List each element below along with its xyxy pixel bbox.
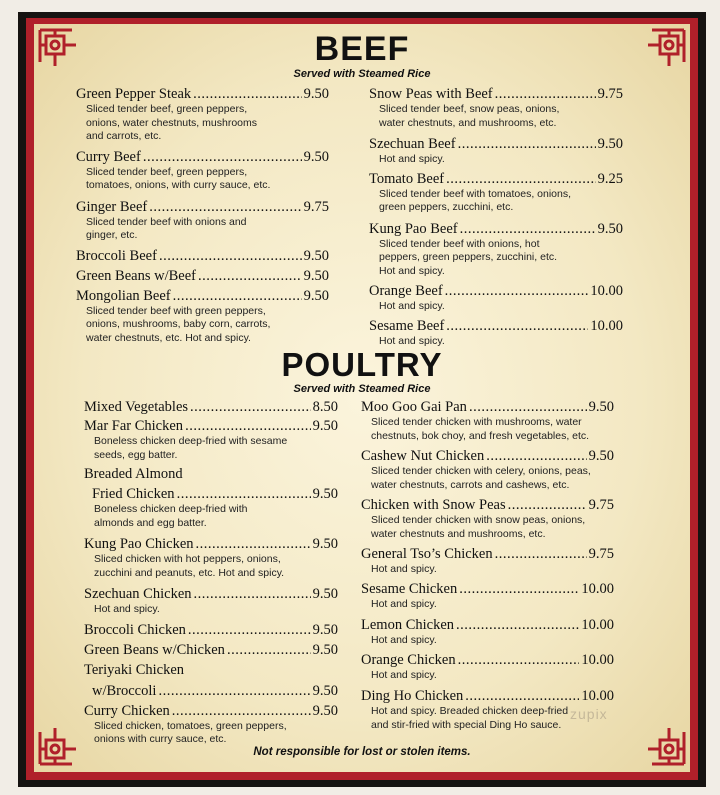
dot-leader xyxy=(177,485,311,503)
menu-item xyxy=(369,135,623,167)
item-description: Hot and spicy. xyxy=(379,300,445,312)
item-name: Broccoli Beef xyxy=(76,247,157,264)
item-price: 8.50 xyxy=(312,399,338,415)
menu-item xyxy=(76,287,329,346)
dot-leader xyxy=(159,247,302,265)
corner-knot-ornament-icon xyxy=(632,712,688,768)
item-description: Sliced tender beef with tomatoes, onions, green peppers, zucchini, etc. xyxy=(379,187,572,213)
menu-item xyxy=(361,496,614,541)
menu-item xyxy=(84,465,338,530)
dot-leader xyxy=(172,702,311,720)
item-name-line xyxy=(361,398,614,416)
item-name-line xyxy=(84,702,338,720)
item-name-line xyxy=(84,621,338,639)
dot-leader xyxy=(446,317,588,335)
watermark-text: zupix xyxy=(570,706,608,722)
dot-leader xyxy=(193,85,301,103)
item-name: Ding Ho Chicken xyxy=(361,688,464,704)
item-name-line xyxy=(84,417,338,435)
dot-leader xyxy=(458,135,596,153)
item-description: Sliced tender beef, green peppers, onions, water chestnuts, mushrooms and carrots, etc. xyxy=(86,103,257,142)
menu-item xyxy=(369,170,623,215)
item-name-first-line: Teriyaki Chicken xyxy=(84,661,185,678)
item-name-line xyxy=(369,135,623,153)
item-price: 9.50 xyxy=(303,86,329,102)
item-description: Sliced tender beef, snow peas, onions, water chestnuts, and mushrooms, etc. xyxy=(379,103,560,129)
beef-right-column xyxy=(369,85,623,348)
item-name-line xyxy=(361,687,614,705)
item-price: 9.50 xyxy=(312,702,338,719)
item-price: 10.00 xyxy=(581,688,614,704)
dot-leader xyxy=(158,682,310,700)
item-description: Hot and spicy. xyxy=(371,597,437,610)
beef-subtitle: Served with Steamed Rice xyxy=(293,68,431,80)
dot-leader xyxy=(495,85,596,103)
item-name-line xyxy=(84,585,338,603)
item-name: Orange Beef xyxy=(369,283,443,299)
item-description: Hot and spicy. xyxy=(371,563,437,575)
item-name: Tomato Beef xyxy=(369,170,445,187)
item-name-line xyxy=(76,85,329,103)
item-description: Hot and spicy. Breaded chicken deep-fried and stir-fried with special Ding Ho sauce. xyxy=(371,705,569,731)
item-price: 10.00 xyxy=(590,317,623,334)
item-name-line xyxy=(76,148,329,166)
item-name: Moo Goo Gai Pan xyxy=(361,399,467,415)
item-price: 9.50 xyxy=(312,682,338,699)
menu-item xyxy=(84,535,338,580)
item-description: Hot and spicy. xyxy=(371,634,437,646)
poultry-subtitle: Served with Steamed Rice xyxy=(293,383,431,395)
item-description: Hot and spicy. xyxy=(379,153,445,165)
item-description: Boneless chicken deep-fried with sesame seeds, egg batter. xyxy=(94,435,288,461)
item-price: 9.75 xyxy=(588,497,614,513)
menu-item xyxy=(361,545,614,577)
item-name: Curry Beef xyxy=(76,148,141,165)
menu-item xyxy=(369,220,623,279)
beef-left-column xyxy=(76,85,329,345)
item-price: 9.50 xyxy=(588,399,614,415)
item-name-line xyxy=(84,485,338,503)
item-name: Kung Pao Beef xyxy=(369,220,458,237)
item-price: 9.50 xyxy=(597,136,623,152)
item-name-line xyxy=(369,85,623,103)
dot-leader xyxy=(149,198,301,216)
item-price: 10.00 xyxy=(581,651,614,668)
dot-leader xyxy=(469,398,587,416)
dot-leader xyxy=(196,535,311,553)
menu-item xyxy=(84,398,338,416)
item-name: w/Broccoli xyxy=(92,682,157,699)
item-name-line xyxy=(84,641,338,659)
item-name-line xyxy=(369,282,623,300)
item-name-line xyxy=(361,496,614,514)
dot-leader xyxy=(198,267,302,285)
menu-item xyxy=(361,616,614,648)
menu-item xyxy=(84,661,338,700)
item-name: Fried Chicken xyxy=(92,486,175,502)
dot-leader xyxy=(465,687,579,705)
item-name: Broccoli Chicken xyxy=(84,621,186,638)
beef-section-title: BEEF xyxy=(314,30,410,68)
item-name: General Tso’s Chicken xyxy=(361,546,493,562)
item-name: Sesame Chicken xyxy=(361,580,458,597)
item-description: Sliced tender chicken with snow peas, onions, water chestnuts and mushrooms, etc. xyxy=(371,514,586,540)
dot-leader xyxy=(495,545,587,563)
item-description: Sliced chicken, tomatoes, green peppers, onions with curry sauce, etc. xyxy=(94,719,287,745)
item-price: 9.50 xyxy=(312,586,338,602)
menu-item xyxy=(361,651,614,683)
item-price: 9.50 xyxy=(312,536,338,552)
item-name-line xyxy=(76,198,329,216)
dot-leader xyxy=(508,496,587,514)
item-price: 9.50 xyxy=(303,148,329,165)
dot-leader xyxy=(460,220,596,238)
item-name-line xyxy=(84,535,338,553)
item-name-line xyxy=(361,447,614,465)
footer-disclaimer: Not responsible for lost or stolen items. xyxy=(253,746,471,758)
dot-leader xyxy=(188,621,311,639)
item-price: 10.00 xyxy=(581,617,614,633)
item-description: Sliced tender chicken with celery, onions, peas, water chestnuts, carrots and cashews, etc. xyxy=(371,465,591,491)
item-name-line xyxy=(76,247,329,265)
item-price: 10.00 xyxy=(581,580,614,597)
menu-item xyxy=(84,621,338,639)
item-description: Sliced chicken with hot peppers, onions, zucchini and peanuts, etc. Hot and spicy. xyxy=(94,553,285,579)
menu-item xyxy=(84,641,338,659)
dot-leader xyxy=(456,616,579,634)
item-price: 10.00 xyxy=(590,283,623,299)
item-name: Mixed Vegetables xyxy=(84,399,189,415)
poultry-right-column xyxy=(361,398,614,732)
item-price: 9.50 xyxy=(303,247,329,264)
menu-item xyxy=(76,85,329,144)
item-price: 9.50 xyxy=(312,486,338,502)
item-description: Sliced tender beef with onions and ginger, etc. xyxy=(86,215,247,241)
item-price: 9.50 xyxy=(312,641,338,658)
item-price: 9.25 xyxy=(597,170,623,187)
item-name-line xyxy=(361,545,614,563)
dot-leader xyxy=(194,585,311,603)
item-name: Sesame Beef xyxy=(369,317,445,334)
poultry-left-column xyxy=(84,398,338,747)
item-name: Curry Chicken xyxy=(84,702,170,719)
menu-item xyxy=(76,267,329,285)
item-name: Green Beans w/Beef xyxy=(76,267,196,284)
menu-item xyxy=(76,148,329,193)
item-name: Chicken with Snow Peas xyxy=(361,497,506,513)
item-name-line xyxy=(76,267,329,285)
item-price: 9.50 xyxy=(597,220,623,237)
menu-item xyxy=(369,85,623,130)
dot-leader xyxy=(227,641,311,659)
dot-leader xyxy=(143,148,302,166)
item-name: Lemon Chicken xyxy=(361,617,455,633)
item-price: 9.50 xyxy=(312,621,338,638)
item-name-line xyxy=(76,287,329,305)
item-description: Hot and spicy. xyxy=(94,603,160,615)
dot-leader xyxy=(459,580,579,598)
item-name-line xyxy=(369,317,623,335)
menu-item xyxy=(369,317,623,349)
item-name: Green Beans w/Chicken xyxy=(84,641,225,658)
menu-item xyxy=(76,247,329,265)
item-name-line xyxy=(84,682,338,700)
item-name: Szechuan Chicken xyxy=(84,586,192,602)
dot-leader xyxy=(185,417,311,435)
item-name-line xyxy=(369,220,623,238)
item-price: 9.50 xyxy=(303,287,329,304)
item-description: Hot and spicy. xyxy=(371,668,437,681)
menu-item xyxy=(84,585,338,617)
dot-leader xyxy=(486,447,586,465)
item-name-line xyxy=(361,580,614,598)
item-price: 9.75 xyxy=(597,86,623,102)
item-name: Mongolian Beef xyxy=(76,287,171,304)
item-name: Orange Chicken xyxy=(361,651,456,668)
item-description: Boneless chicken deep-fried with almonds and egg batter. xyxy=(94,503,248,529)
menu-item xyxy=(369,282,623,314)
item-price: 9.50 xyxy=(303,267,329,284)
menu-item xyxy=(361,447,614,492)
dot-leader xyxy=(190,398,311,416)
item-description: Sliced tender beef with green peppers, onions, mushrooms, baby corn, carrots, water chestnuts, etc. Hot and spicy. xyxy=(86,304,271,344)
item-price: 9.50 xyxy=(588,448,614,464)
dot-leader xyxy=(445,282,589,300)
menu-item xyxy=(84,702,338,747)
item-description: Sliced tender beef with onions, hot peppers, green peppers, zucchini, etc. Hot and spicy. xyxy=(379,237,558,277)
item-name: Green Pepper Steak xyxy=(76,86,192,102)
item-name-line xyxy=(361,616,614,634)
menu-item xyxy=(361,398,614,443)
item-name: Ginger Beef xyxy=(76,198,148,215)
item-description: Sliced tender beef, green peppers, tomatoes, onions, with curry sauce, etc. xyxy=(86,165,271,191)
item-price: 9.50 xyxy=(312,418,338,434)
item-price: 9.75 xyxy=(588,546,614,562)
item-name-first-line: Breaded Almond xyxy=(84,466,183,482)
item-name: Snow Peas with Beef xyxy=(369,86,493,102)
item-name-line xyxy=(361,651,614,669)
poultry-section-title: POULTRY xyxy=(281,346,443,383)
menu-item xyxy=(361,580,614,612)
item-name-line xyxy=(84,398,338,416)
item-price: 9.75 xyxy=(303,198,329,215)
item-name: Cashew Nut Chicken xyxy=(361,448,485,464)
menu-item xyxy=(84,417,338,462)
item-name: Kung Pao Chicken xyxy=(84,536,194,552)
item-name: Mar Far Chicken xyxy=(84,418,184,434)
item-description: Hot and spicy. xyxy=(379,334,445,347)
menu-item xyxy=(76,198,329,243)
dot-leader xyxy=(173,287,302,305)
item-name-line xyxy=(369,170,623,188)
item-name: Szechuan Beef xyxy=(369,136,456,152)
dot-leader xyxy=(446,170,596,188)
dot-leader xyxy=(458,651,580,669)
item-description: Sliced tender chicken with mushrooms, water chestnuts, bok choy, and fresh vegetables, etc. xyxy=(371,416,590,442)
